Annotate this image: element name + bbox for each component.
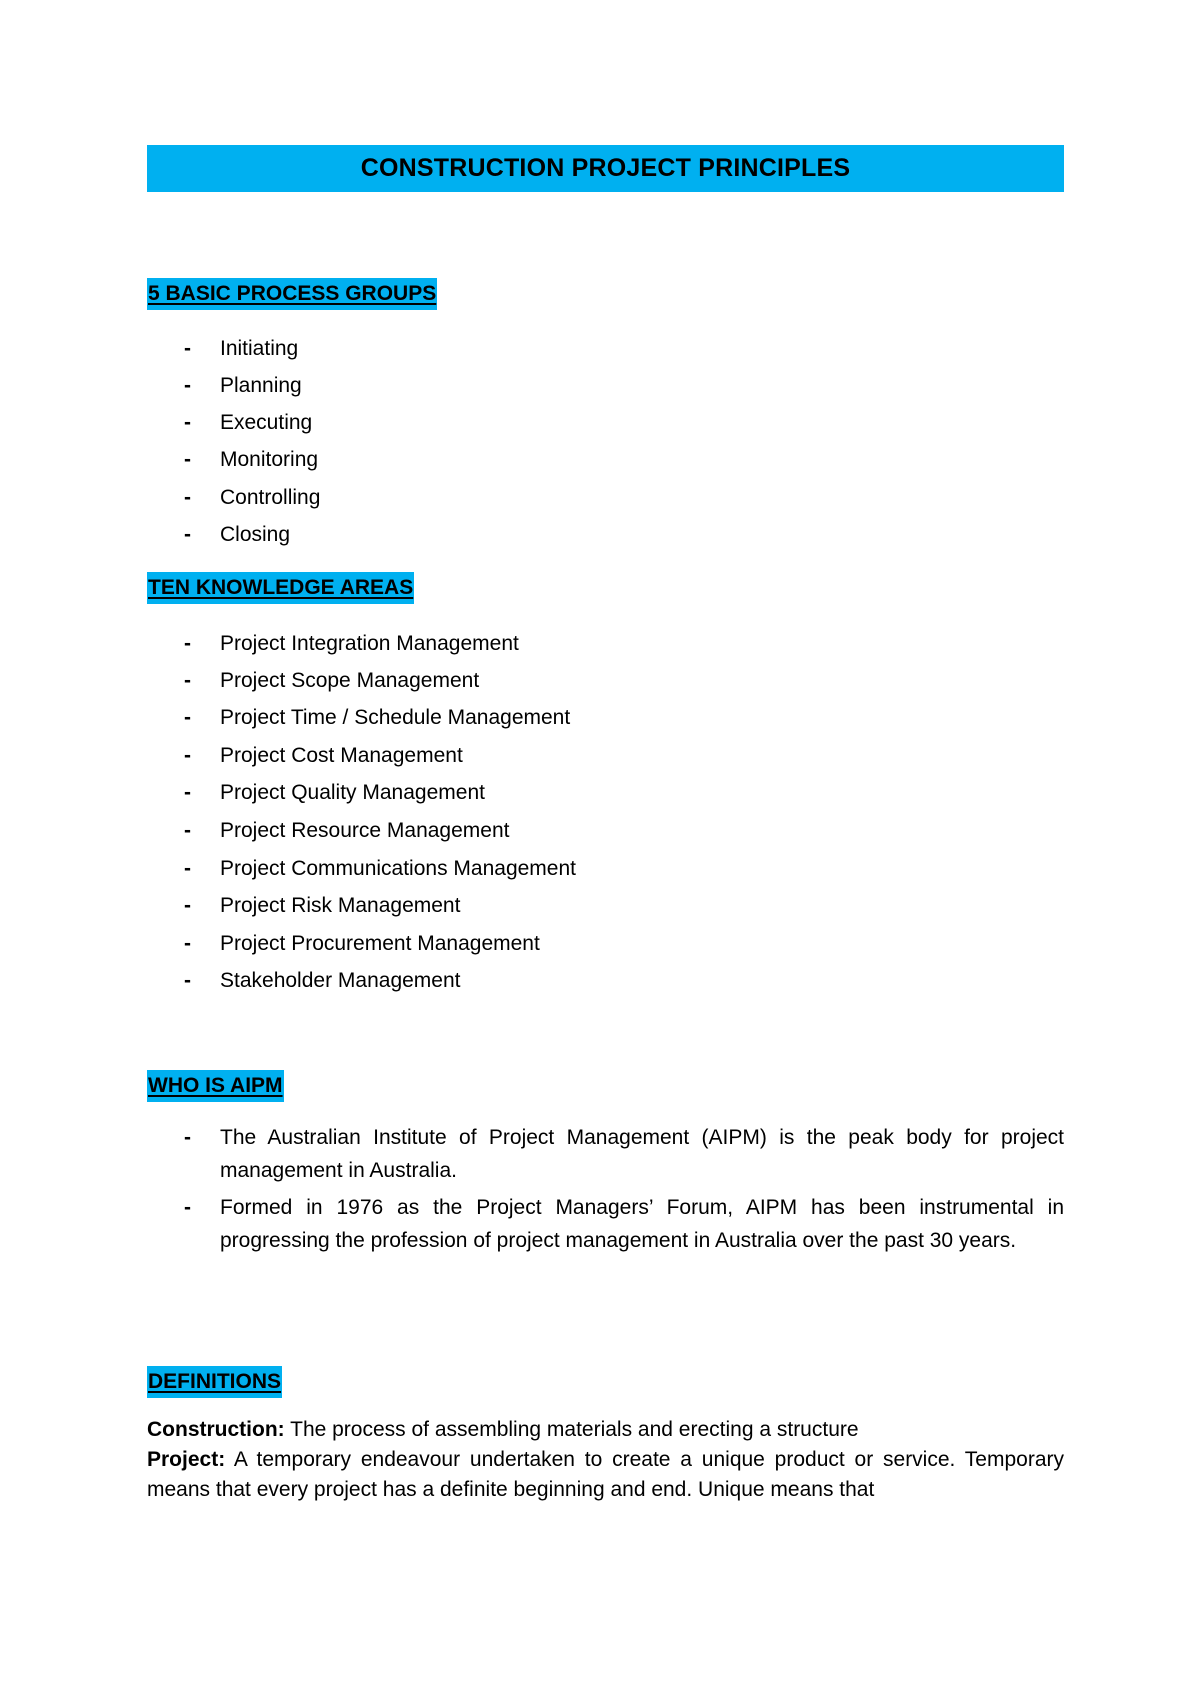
definition-project — [147, 1445, 1064, 1505]
bullet-dash: - — [184, 706, 191, 729]
section-heading-label: WHO IS AIPM — [148, 1074, 283, 1097]
definitions-block — [147, 1415, 1064, 1505]
definition-construction — [147, 1415, 1064, 1445]
bullet-dash: - — [184, 857, 191, 880]
list-item: Project Communications Management — [220, 857, 576, 880]
section-heading-definitions — [147, 1366, 282, 1398]
list-item: Project Resource Management — [220, 819, 510, 842]
bullet-dash: - — [184, 744, 191, 767]
bullet-dash: - — [184, 669, 191, 692]
bullet-dash: - — [184, 1126, 191, 1149]
page-title: CONSTRUCTION PROJECT PRINCIPLES — [360, 154, 851, 182]
definition-term: Construction: — [147, 1418, 285, 1441]
list-item: Executing — [220, 411, 313, 434]
bullet-dash: - — [184, 781, 191, 804]
title-banner — [147, 145, 1064, 192]
list-item: Monitoring — [220, 448, 319, 471]
aipm-paragraph: The Australian Institute of Project Management (AIPM) is the peak body for project management in Australia. — [220, 1126, 1064, 1182]
list-item: Project Procurement Management — [220, 932, 540, 955]
list-item: Project Time / Schedule Management — [220, 706, 571, 729]
aipm-paragraph: Formed in 1976 as the Project Managers’ Forum, AIPM has been instrumental in progressing the profession of project management in Australia over the past 30 years. — [220, 1196, 1064, 1252]
section-heading-aipm — [147, 1070, 284, 1102]
section-heading-label: TEN KNOWLEDGE AREAS — [148, 576, 414, 599]
bullet-dash: - — [184, 632, 191, 655]
section-heading-label: 5 BASIC PROCESS GROUPS — [148, 282, 437, 305]
list-item: Project Scope Management — [220, 669, 480, 692]
definition-text: The process of assembling materials and erecting a structure — [284, 1418, 859, 1441]
bullet-dash: - — [184, 448, 191, 471]
list-item: Project Integration Management — [220, 632, 519, 655]
bullet-dash: - — [184, 374, 191, 397]
bullet-dash: - — [184, 523, 191, 546]
bullet-dash: - — [184, 411, 191, 434]
list-item: Project Risk Management — [220, 894, 461, 917]
list-item: Project Cost Management — [220, 744, 463, 767]
list-item: Closing — [220, 523, 291, 546]
list-item: Controlling — [220, 486, 321, 509]
section-heading-process-groups — [147, 278, 437, 310]
list-item: Stakeholder Management — [220, 969, 461, 992]
list-item: Planning — [220, 374, 302, 397]
bullet-dash: - — [184, 486, 191, 509]
section-heading-label: DEFINITIONS — [148, 1370, 282, 1393]
bullet-dash: - — [184, 969, 191, 992]
list-item: Project Quality Management — [220, 781, 485, 804]
list-item: Initiating — [220, 337, 299, 360]
definition-text: A temporary endeavour undertaken to create a unique product or service. Temporary means that every project has a definite beginning and end. Unique means that — [147, 1448, 1064, 1501]
bullet-dash: - — [184, 1196, 191, 1219]
bullet-dash: - — [184, 819, 191, 842]
bullet-dash: - — [184, 932, 191, 955]
bullet-dash: - — [184, 894, 191, 917]
definition-term: Project: — [147, 1448, 226, 1471]
bullet-dash: - — [184, 337, 191, 360]
section-heading-knowledge-areas — [147, 572, 414, 604]
